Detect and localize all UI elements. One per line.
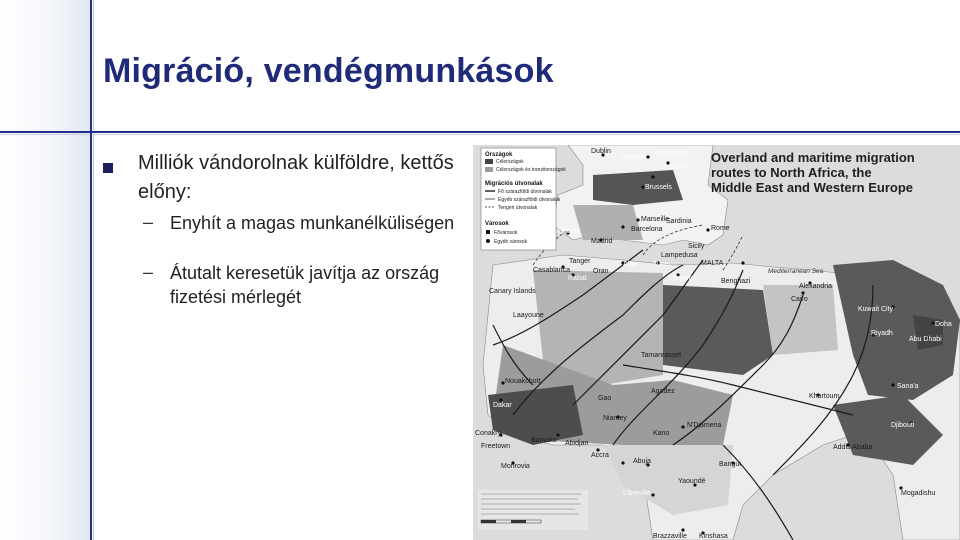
map-city-label: Alger <box>623 261 640 268</box>
map-city-label: Bangui <box>719 461 741 468</box>
map-city-label: Abuja <box>633 458 651 465</box>
legend-route: Fő szárazföldi útvonalak <box>498 189 552 195</box>
map-city-label: Kano <box>653 430 670 437</box>
map-city-label: Abu Dhabi <box>909 336 942 343</box>
sub-bullet-text: Átutalt keresetük javítja az ország fizetési mérlegét <box>170 263 440 307</box>
map-city-label: Lampedusa <box>661 252 698 259</box>
legend-item: Célországok és tranzitországok <box>496 167 566 173</box>
map-city-label: Rabat <box>568 275 587 282</box>
map-city-label: Barcelona <box>631 226 663 233</box>
map-city-label: Niamey <box>603 415 627 422</box>
map-legend <box>481 148 566 250</box>
map-source-note <box>478 490 588 530</box>
map-city-label: Khartoum <box>809 393 840 400</box>
map-city-label: Amsterdam <box>653 150 689 157</box>
legend-item: Célországok <box>496 159 524 165</box>
map-city-label: Sardinia <box>666 218 692 225</box>
map-city-label: Accra <box>591 452 609 459</box>
legend-cities-heading: Városok <box>485 221 509 227</box>
map-city-label: Bamako <box>531 437 557 444</box>
map-city-label: Djibouti <box>891 422 915 429</box>
legend-route: Egyéb szárazföldi útvonalak <box>498 197 561 203</box>
map-city-label: Madrid <box>591 238 613 245</box>
map-city-label: Dakar <box>493 402 512 409</box>
slide-title: Migráció, vendégmunkások <box>103 52 554 90</box>
map-title-line: Middle East and Western Europe <box>711 180 914 195</box>
legend-heading: Országok <box>485 152 513 158</box>
map-city-label: Benghazi <box>721 278 751 285</box>
sub-bullet-text: Enyhít a magas munkanélküliségen <box>170 213 455 233</box>
bullet-text: Milliók vándorolnak külföldre, kettős előny: <box>138 152 454 203</box>
map-city-label: Dublin <box>591 148 611 155</box>
map-city-label: Gao <box>598 395 612 402</box>
migration-routes-map <box>473 145 960 540</box>
map-city-label: Canary Islands <box>489 288 536 295</box>
map-city-label: Abidjan <box>565 440 589 447</box>
legend-city: Fővárosok <box>494 230 518 236</box>
map-city-label: Tunis <box>653 261 670 268</box>
map-city-label: Marseille <box>641 216 670 223</box>
map-sea-label: Mediterranean Sea <box>768 268 824 275</box>
map-city-label: Monrovia <box>501 463 530 470</box>
map-city-label: Doha <box>935 321 952 328</box>
map-city-label: Oran <box>593 268 609 275</box>
map-city-label: Rome <box>711 225 730 232</box>
bullet-square-icon <box>103 163 113 173</box>
map-city-label: MALTA <box>701 260 724 267</box>
map-city-label: Cairo <box>791 296 808 303</box>
map-city-label: Addis Ababa <box>833 444 873 451</box>
map-title-line: routes to North Africa, the <box>711 165 872 180</box>
map-city-label: Lisbon <box>558 228 579 235</box>
map-city-label: Agadez <box>651 388 675 395</box>
map-city-label: Casablanca <box>533 267 570 274</box>
map-city-label: Yaoundé <box>678 478 706 485</box>
map-city-label: Sicily <box>688 243 705 250</box>
horizontal-accent-line <box>0 131 960 133</box>
legend-route: Tengeri útvonalak <box>498 205 538 211</box>
map-city-label: Freetown <box>481 443 511 450</box>
map-city-label: Kuwait City <box>858 306 894 313</box>
map-city-label: Tamanrasset <box>641 352 682 359</box>
horizontal-accent-line-light <box>0 134 960 135</box>
map-city-label: Brussels <box>645 184 672 191</box>
left-decorative-band <box>0 0 91 540</box>
map-city-label: Sana'a <box>897 383 919 390</box>
map-city-label: Nouakchott <box>505 378 541 385</box>
sub-bullet-dash: – <box>143 262 154 282</box>
map-city-label: Tanger <box>569 258 591 265</box>
map-city-label: Berlin <box>671 164 689 171</box>
map-city-label: Alexandria <box>799 283 833 290</box>
map-city-label: Mogadishu <box>901 490 936 497</box>
vertical-accent-line <box>90 0 92 540</box>
map-city-label: London <box>621 154 645 161</box>
map-city-label: Kinshasa <box>699 533 728 540</box>
legend-routes-heading: Migrációs útvonalak <box>485 181 543 187</box>
map-city-label: Riyadh <box>871 330 893 337</box>
map-city-label: Brazzaville <box>653 533 687 540</box>
vertical-accent-line-light <box>93 0 94 540</box>
map-city-label: Conakry <box>475 430 502 437</box>
map-city-label: Libreville <box>623 490 651 497</box>
map-city-label: Laayoune <box>513 312 544 319</box>
map-title-line: Overland and maritime migration <box>711 150 915 165</box>
map-city-label: N'Djamena <box>687 422 722 429</box>
map-city-label: Tripoli <box>673 275 692 282</box>
sub-bullet-dash: – <box>143 212 154 232</box>
legend-city: Egyéb városok <box>494 239 528 245</box>
